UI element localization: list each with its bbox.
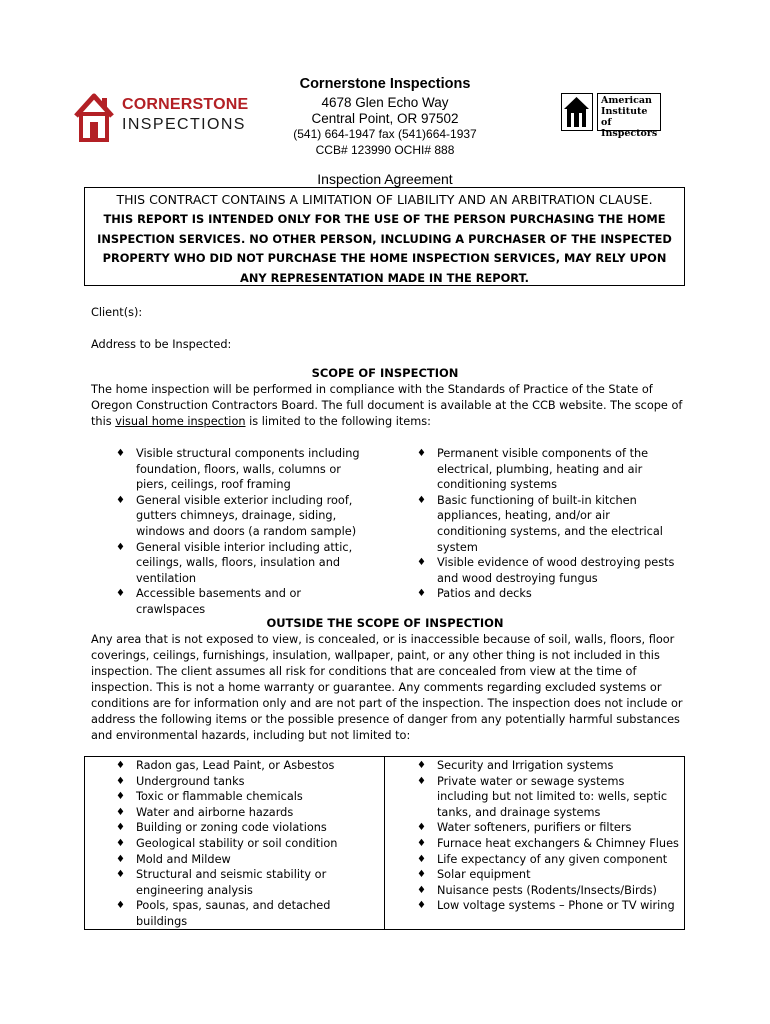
- aii-text-line3: Inspectors: [601, 128, 658, 139]
- scope-text-part2: is limited to the following items:: [245, 415, 431, 428]
- list-item-text: Water and airborne hazards: [136, 805, 294, 819]
- diamond-bullet-icon: ♦: [417, 869, 426, 881]
- scope-paragraph: [91, 382, 691, 430]
- list-item-text: Basic functioning of built-in kitchen appliances, heating, and/or air conditioning systems, and the electrical system: [437, 493, 663, 554]
- address-label: Address to be Inspected:: [91, 338, 232, 351]
- list-item-text: Life expectancy of any given component: [437, 852, 668, 866]
- scope-list-left: [116, 446, 366, 618]
- list-item-text: Pools, spas, saunas, and detached buildings: [136, 899, 331, 928]
- diamond-bullet-icon: ♦: [116, 588, 125, 600]
- list-item-text: Furnace heat exchangers & Chimney Flues: [437, 836, 679, 850]
- exclusion-item: [116, 836, 366, 852]
- agreement-heading: Inspection Agreement: [317, 171, 453, 187]
- list-item-text: Permanent visible components of the electrical, plumbing, heating and air conditioning systems: [437, 447, 649, 492]
- exclusion-item: [116, 789, 366, 805]
- list-item-text: Geological stability or soil condition: [136, 836, 338, 850]
- diamond-bullet-icon: ♦: [417, 557, 426, 569]
- outside-scope-title: OUTSIDE THE SCOPE OF INSPECTION: [266, 616, 504, 630]
- scope-text-part1: The home inspection will be performed in compliance with the Standards of Practice of the State of Oregon Construction Contractors Board. The full document is available at the CCB website. The scope of this: [91, 383, 683, 428]
- cornerstone-logo: [72, 92, 252, 144]
- diamond-bullet-icon: ♦: [417, 588, 426, 600]
- scope-item: [116, 586, 366, 617]
- list-item-text: General visible exterior including roof, gutters chimneys, drainage, siding, windows and doors (a random sample): [136, 493, 357, 538]
- aii-house-icon: [561, 93, 593, 131]
- company-address-line1: 4678 Glen Echo Way: [321, 95, 449, 110]
- agreement-notice-box: [84, 187, 685, 286]
- exclusion-item: [417, 867, 679, 883]
- diamond-bullet-icon: ♦: [116, 853, 125, 865]
- diamond-bullet-icon: ♦: [116, 494, 125, 506]
- outside-scope-divider: [384, 756, 385, 930]
- list-item-text: Patios and decks: [437, 587, 532, 601]
- aii-text-line2: Institute of: [601, 106, 648, 128]
- list-item-text: Private water or sewage systems including but not limited to: wells, septic tanks, and drainage systems: [437, 774, 668, 819]
- scope-text-underlined: visual home inspection: [115, 415, 246, 428]
- list-item-text: Visible evidence of wood destroying pests and wood destroying fungus: [437, 556, 675, 585]
- exclusion-item: [417, 836, 679, 852]
- house-logo-icon: [72, 92, 120, 144]
- diamond-bullet-icon: ♦: [417, 775, 426, 787]
- exclusion-item: [417, 758, 679, 774]
- aii-text-line1: American: [601, 95, 652, 106]
- scope-item: [116, 446, 366, 493]
- exclusion-item: [417, 852, 679, 868]
- logo-word-inspections: INSPECTIONS: [122, 116, 246, 133]
- exclusion-item: [417, 820, 679, 836]
- scope-item: [417, 555, 679, 586]
- scope-item: [116, 540, 366, 587]
- list-item-text: General visible interior including attic, ceilings, walls, floors, insulation and ventilation: [136, 540, 353, 585]
- exclusion-item: [116, 867, 366, 898]
- list-item-text: Radon gas, Lead Paint, or Asbestos: [136, 759, 335, 772]
- list-item-text: Accessible basements and or crawlspaces: [136, 587, 302, 616]
- liability-notice: THIS CONTRACT CONTAINS A LIMITATION OF LIABILITY AND AN ARBITRATION CLAUSE.: [116, 192, 653, 207]
- company-name: Cornerstone Inspections: [299, 76, 471, 92]
- exclusion-item: [116, 758, 366, 774]
- list-item-text: Toxic or flammable chemicals: [136, 790, 303, 804]
- company-license: CCB# 123990 OCHI# 888: [315, 143, 455, 157]
- list-item-text: Nuisance pests (Rodents/Insects/Birds): [437, 883, 657, 897]
- diamond-bullet-icon: ♦: [116, 760, 125, 771]
- list-item-text: Visible structural components including foundation, floors, walls, columns or piers, ceilings, roof framing: [136, 447, 360, 492]
- list-item-text: Structural and seismic stability or engineering analysis: [136, 868, 327, 897]
- list-item-text: Building or zoning code violations: [136, 821, 327, 835]
- company-phone: (541) 664-1947 fax (541)664-1937: [293, 127, 477, 141]
- exclusion-item: [116, 774, 366, 790]
- diamond-bullet-icon: ♦: [417, 853, 426, 865]
- outside-list-left: [116, 758, 366, 930]
- outside-scope-paragraph: Any area that is not exposed to view, is concealed, or is inaccessible because of soil, walls, floors, floor coverings, ceilings, furnishings, insulation, wallpaper, paint, or any other thing is not included in this inspection. The client assumes all risk for conditions that are concealed from view at the time of inspection. This is not a home warranty or guarantee. Any comments regarding excluded systems or conditions are for information only and are not part of the inspection. The inspection does not include or address the following items or the possible presence of danger from any potentially harmful substances and environmental hazards, including but not limited to:: [91, 633, 683, 742]
- diamond-bullet-icon: ♦: [417, 837, 426, 849]
- report-use-notice: THIS REPORT IS INTENDED ONLY FOR THE USE OF THE PERSON PURCHASING THE HOME INSPECTION SERVICES. NO OTHER PERSON, INCLUDING A PURCHASER OF THE INSPECTED PROPERTY WHO DID NOT PURCHASE THE HOME INSPECTION SERVICES, MAY RELY UPON ANY REPRESENTATION MADE IN THE REPORT.: [97, 212, 672, 285]
- exclusion-item: [116, 852, 366, 868]
- diamond-bullet-icon: ♦: [417, 884, 426, 896]
- exclusion-item: [417, 774, 679, 821]
- scope-item: [417, 586, 679, 602]
- diamond-bullet-icon: ♦: [417, 760, 426, 771]
- diamond-bullet-icon: ♦: [116, 869, 125, 881]
- scope-item: [417, 493, 679, 555]
- list-item-text: Solar equipment: [437, 868, 531, 882]
- diamond-bullet-icon: ♦: [116, 775, 125, 787]
- logo-word-cornerstone: CORNERSTONE: [122, 96, 249, 113]
- aii-logo: [561, 93, 661, 139]
- list-item-text: Underground tanks: [136, 774, 245, 788]
- scope-item: [417, 446, 679, 493]
- outside-list-right: [417, 758, 679, 914]
- diamond-bullet-icon: ♦: [417, 494, 426, 506]
- scope-title: SCOPE OF INSPECTION: [311, 366, 459, 380]
- scope-list-right: [417, 446, 679, 602]
- exclusion-item: [417, 883, 679, 899]
- list-item-text: Security and Irrigation systems: [437, 759, 614, 772]
- list-item-text: Low voltage systems – Phone or TV wiring: [437, 899, 675, 913]
- clients-label: Client(s):: [91, 306, 143, 319]
- exclusion-item: [116, 820, 366, 836]
- diamond-bullet-icon: ♦: [417, 900, 426, 912]
- scope-item: [116, 493, 366, 540]
- diamond-bullet-icon: ♦: [116, 806, 125, 818]
- diamond-bullet-icon: ♦: [116, 791, 125, 803]
- diamond-bullet-icon: ♦: [417, 822, 426, 834]
- exclusion-item: [116, 805, 366, 821]
- aii-logo-text: [597, 93, 661, 139]
- company-address-line2: Central Point, OR 97502: [311, 111, 459, 126]
- exclusion-item: [417, 898, 679, 914]
- diamond-bullet-icon: ♦: [116, 822, 125, 834]
- list-item-text: Mold and Mildew: [136, 852, 231, 866]
- diamond-bullet-icon: ♦: [417, 448, 426, 459]
- exclusion-item: [116, 898, 366, 929]
- diamond-bullet-icon: ♦: [116, 837, 125, 849]
- list-item-text: Water softeners, purifiers or filters: [437, 821, 632, 835]
- diamond-bullet-icon: ♦: [116, 448, 125, 459]
- diamond-bullet-icon: ♦: [116, 541, 125, 553]
- diamond-bullet-icon: ♦: [116, 900, 125, 912]
